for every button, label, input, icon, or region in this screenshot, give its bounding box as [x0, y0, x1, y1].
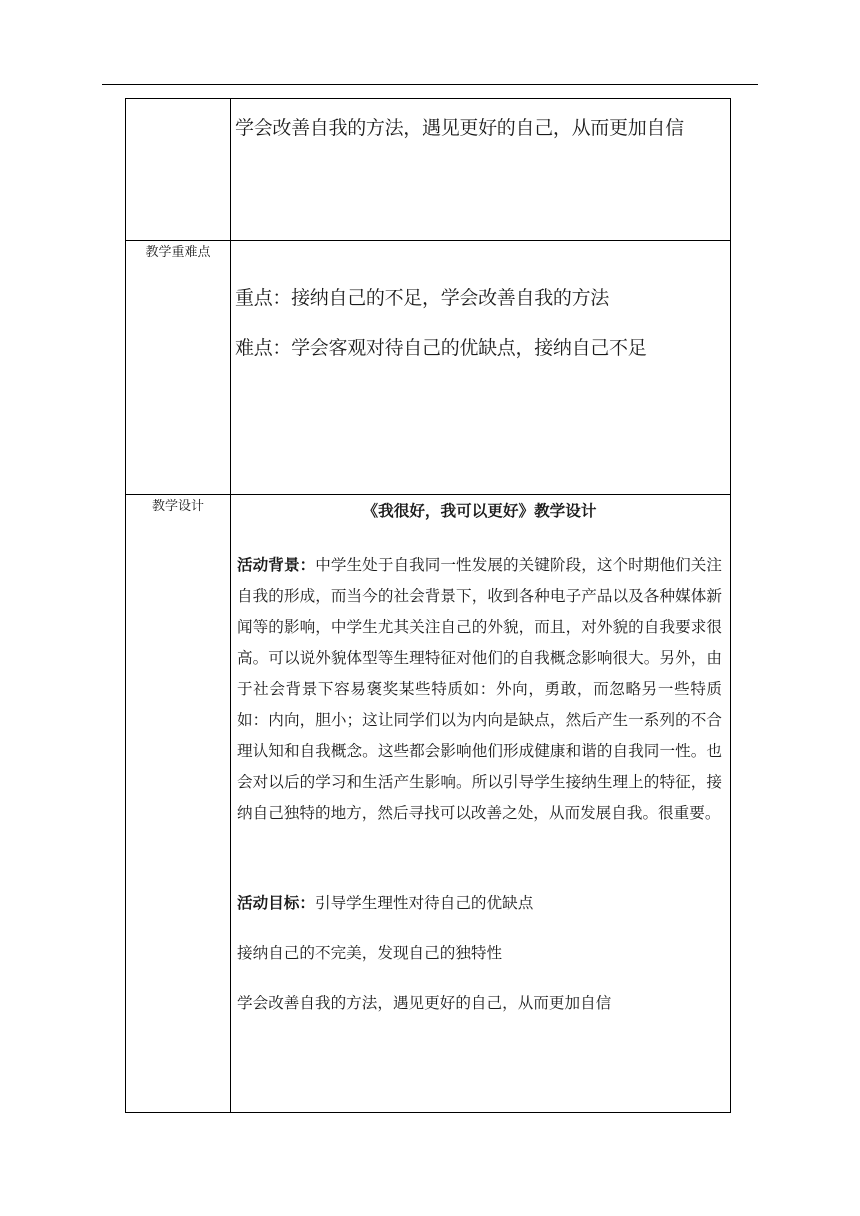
table-row	[126, 99, 731, 241]
goal-line: 学会改善自我的方法，遇见更好的自己，从而更加自信	[237, 994, 612, 1012]
goal-label: 活动目标：	[237, 893, 315, 912]
key-point-text: 重点：接纳自己的不足，学会改善自我的方法	[235, 287, 610, 309]
table-row	[126, 495, 731, 1113]
table-row	[126, 241, 731, 495]
key-points-cell	[231, 241, 731, 495]
design-cell	[231, 495, 731, 1113]
row-label	[126, 99, 231, 241]
goal-line	[237, 893, 722, 943]
row-label: 教学设计	[126, 495, 231, 1113]
header-rule	[102, 84, 758, 85]
background-text: 中学生处于自我同一性发展的关键阶段，这个时期他们关注自我的形成，而当今的社会背景下，收到各种电子产品以及各种媒体新闻等的影响，中学生尤其关注自己的外貌，而且，对外貌的自我要求很高。可以说外貌体型等生理特征对他们的自我概念影响很大。另外，由于社会背景下容易褒奖某些特质如：外向，勇敢，而忽略另一些特质如：内向，胆小；这让同学们以为内向是缺点，然后产生一系列的不合理认知和自我概念。这些都会影响他们形成健康和谐的自我同一性。也会对以后的学习和生活产生影响。所以引导学生接纳生理上的特征，接纳自己独特的地方，然后寻找可以改善之处，从而发展自我。很重要。	[237, 556, 722, 822]
objective-cell	[231, 99, 731, 241]
goal-line: 接纳自己的不完美，发现自己的独特性	[237, 944, 503, 962]
row-label: 教学重难点	[126, 241, 231, 495]
activity-background	[237, 549, 722, 829]
difficult-point-text: 难点：学会客观对待自己的优缺点，接纳自己不足	[235, 337, 647, 359]
goal-text: 引导学生理性对待自己的优缺点	[314, 894, 534, 912]
background-label: 活动背景：	[237, 555, 316, 574]
lesson-plan-table	[125, 98, 731, 1113]
objective-text: 学会改善自我的方法，遇见更好的自己，从而更加自信	[235, 117, 684, 139]
design-title: 《我很好，我可以更好》教学设计	[362, 501, 597, 520]
